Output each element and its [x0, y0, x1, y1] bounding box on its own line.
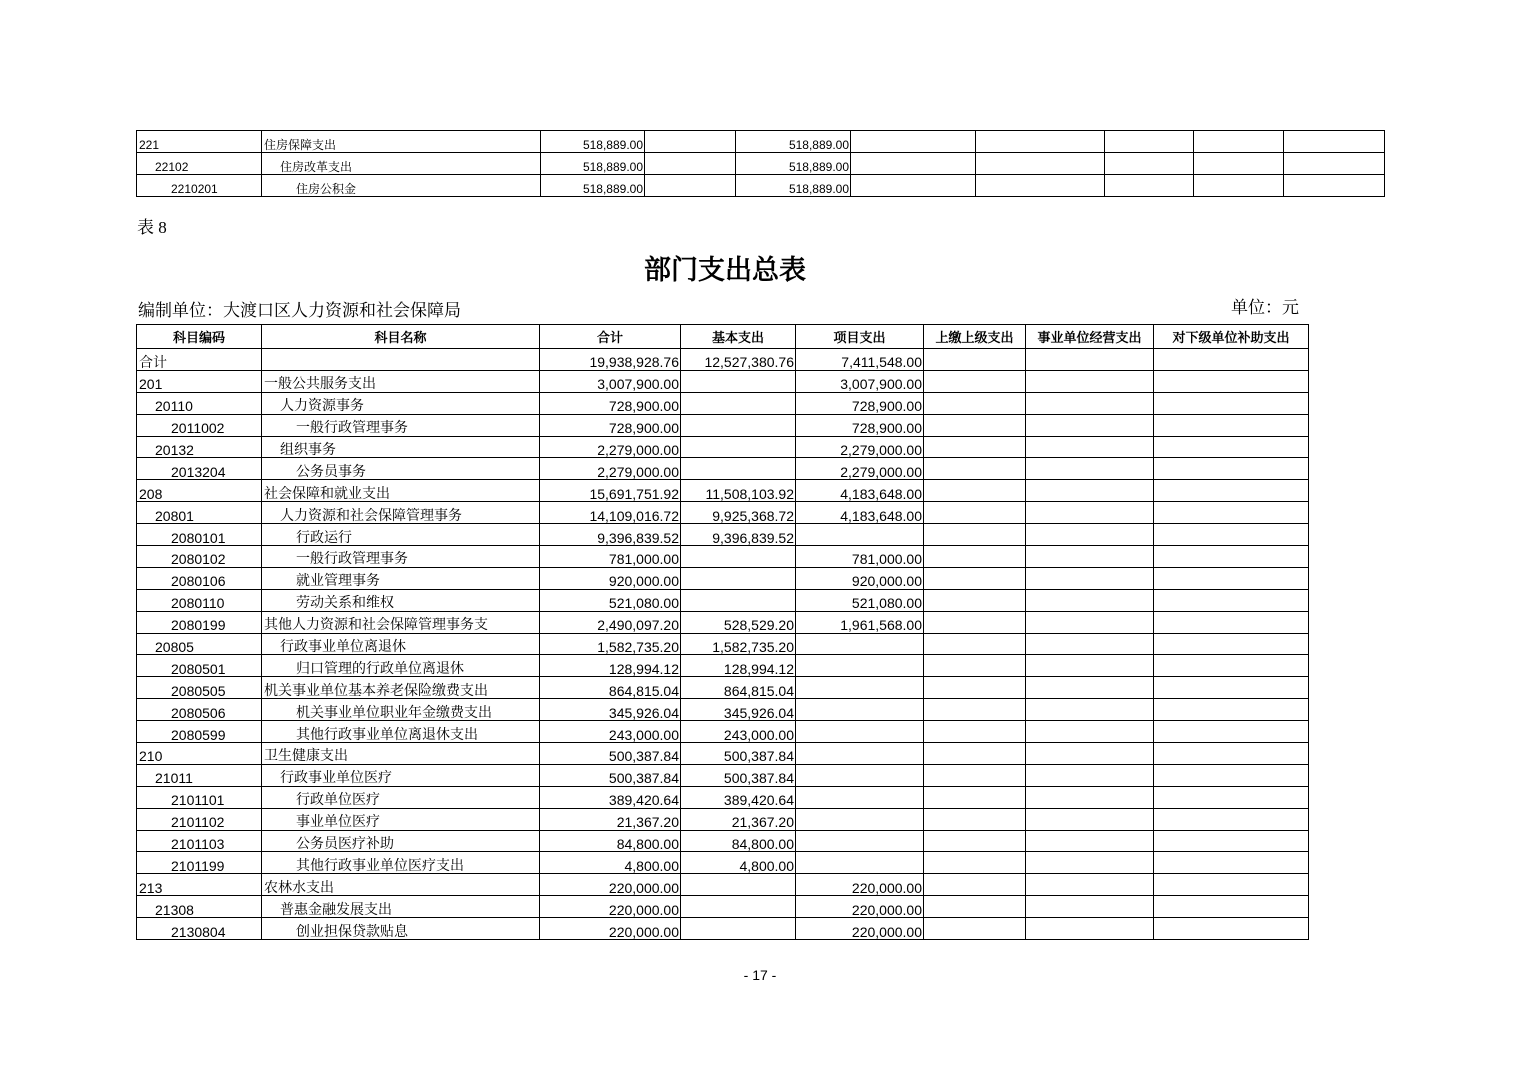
- total-cell: 15,691,751.92: [540, 480, 681, 502]
- subsidy-cell: [1154, 392, 1309, 414]
- table-row: [137, 436, 1309, 458]
- total-cell: 21,367.20: [540, 808, 681, 830]
- total-cell: 728,900.00: [540, 414, 681, 436]
- project-cell: 521,080.00: [796, 589, 924, 611]
- name-cell: 行政运行: [262, 524, 540, 546]
- table-row: [137, 896, 1309, 918]
- basic-cell: 9,925,368.72: [681, 502, 796, 524]
- project-cell: 7,411,548.00: [796, 349, 924, 371]
- project-cell: 920,000.00: [796, 567, 924, 589]
- basic-cell: 389,420.64: [681, 786, 796, 808]
- business-cell: [1026, 874, 1154, 896]
- subsidy-cell: [1154, 414, 1309, 436]
- table-row: [137, 546, 1309, 568]
- table-row: [137, 721, 1309, 743]
- subsidy-cell: [1154, 546, 1309, 568]
- project-cell: 4,183,648.00: [796, 502, 924, 524]
- table-row: [137, 764, 1309, 786]
- total-cell: 2,279,000.00: [540, 458, 681, 480]
- code-cell: 2080501: [137, 655, 262, 677]
- table-row: [137, 699, 1309, 721]
- project-cell: 2,279,000.00: [796, 458, 924, 480]
- total-cell: 521,080.00: [540, 589, 681, 611]
- project-cell: [796, 677, 924, 699]
- business-cell: [1026, 633, 1154, 655]
- empty-cell: [976, 131, 1105, 153]
- subsidy-cell: [1154, 721, 1309, 743]
- basic-cell: [681, 414, 796, 436]
- name-cell: 机关事业单位基本养老保险缴费支出: [262, 677, 540, 699]
- code-cell: 2013204: [137, 458, 262, 480]
- upper-cell: [924, 633, 1026, 655]
- upper-cell: [924, 524, 1026, 546]
- name-cell: 一般公共服务支出: [262, 370, 540, 392]
- business-cell: [1026, 852, 1154, 874]
- basic-cell: 84,800.00: [681, 830, 796, 852]
- project-cell: [796, 764, 924, 786]
- expenditure-summary-table: [136, 324, 1309, 940]
- upper-cell: [924, 502, 1026, 524]
- subsidy-cell: [1154, 458, 1309, 480]
- name-cell: 其他人力资源和社会保障管理事务支: [262, 611, 540, 633]
- code-cell: 213: [137, 874, 262, 896]
- business-cell: [1026, 480, 1154, 502]
- name-cell: 社会保障和就业支出: [262, 480, 540, 502]
- total-cell: 518,889.00: [541, 153, 645, 175]
- project-cell: [796, 655, 924, 677]
- empty-cell: [1284, 175, 1385, 197]
- basic-cell: [681, 546, 796, 568]
- table-row: [137, 414, 1309, 436]
- subsidy-cell: [1154, 699, 1309, 721]
- basic-cell: [681, 567, 796, 589]
- project-cell: 518,889.00: [736, 153, 851, 175]
- name-cell: 人力资源和社会保障管理事务: [262, 502, 540, 524]
- total-cell: 220,000.00: [540, 874, 681, 896]
- table-row: [137, 153, 1385, 175]
- project-cell: 728,900.00: [796, 392, 924, 414]
- continued-table: [136, 130, 1385, 197]
- basic-cell: [681, 436, 796, 458]
- subsidy-cell: [1154, 349, 1309, 371]
- code-cell: 2080505: [137, 677, 262, 699]
- total-cell: 518,889.00: [541, 175, 645, 197]
- upper-cell: [924, 743, 1026, 765]
- name-cell: 住房改革支出: [262, 153, 541, 175]
- subsidy-cell: [1154, 589, 1309, 611]
- empty-cell: [1194, 153, 1284, 175]
- code-cell: 210: [137, 743, 262, 765]
- project-cell: 220,000.00: [796, 918, 924, 940]
- name-cell: 行政单位医疗: [262, 786, 540, 808]
- table-row: [137, 370, 1309, 392]
- basic-cell: [645, 175, 736, 197]
- business-cell: [1026, 918, 1154, 940]
- business-cell: [1026, 830, 1154, 852]
- code-cell: 21308: [137, 896, 262, 918]
- code-cell: 208: [137, 480, 262, 502]
- table-row: [137, 524, 1309, 546]
- table-row: [137, 480, 1309, 502]
- name-cell: 人力资源事务: [262, 392, 540, 414]
- name-cell: 事业单位医疗: [262, 808, 540, 830]
- empty-cell: [1105, 175, 1194, 197]
- business-cell: [1026, 808, 1154, 830]
- name-cell: 行政事业单位离退休: [262, 633, 540, 655]
- code-cell: 2080110: [137, 589, 262, 611]
- total-cell: 19,938,928.76: [540, 349, 681, 371]
- table-row: [137, 349, 1309, 371]
- name-cell: 机关事业单位职业年金缴费支出: [262, 699, 540, 721]
- table-row: [137, 175, 1385, 197]
- upper-cell: [924, 458, 1026, 480]
- project-cell: 220,000.00: [796, 874, 924, 896]
- subsidy-cell: [1154, 655, 1309, 677]
- table-row: [137, 567, 1309, 589]
- total-cell: 518,889.00: [541, 131, 645, 153]
- basic-cell: [681, 874, 796, 896]
- unit-label: 单位：元: [1231, 298, 1299, 317]
- upper-cell: [924, 786, 1026, 808]
- total-cell: 345,926.04: [540, 699, 681, 721]
- project-cell: 781,000.00: [796, 546, 924, 568]
- table-row: [137, 589, 1309, 611]
- project-cell: [796, 633, 924, 655]
- upper-cell: [924, 611, 1026, 633]
- project-cell: 4,183,648.00: [796, 480, 924, 502]
- project-cell: [796, 721, 924, 743]
- upper-cell: [924, 699, 1026, 721]
- table-row: [137, 808, 1309, 830]
- code-cell: 21011: [137, 764, 262, 786]
- upper-cell: [924, 370, 1026, 392]
- basic-cell: 11,508,103.92: [681, 480, 796, 502]
- table-row: [137, 458, 1309, 480]
- table-row: [137, 743, 1309, 765]
- total-cell: 864,815.04: [540, 677, 681, 699]
- business-cell: [1026, 699, 1154, 721]
- name-cell: 其他行政事业单位医疗支出: [262, 852, 540, 874]
- upper-cell: [924, 808, 1026, 830]
- upper-cell: [924, 589, 1026, 611]
- total-cell: 4,800.00: [540, 852, 681, 874]
- code-cell: 2080599: [137, 721, 262, 743]
- code-cell: 2101199: [137, 852, 262, 874]
- upper-cell: [924, 918, 1026, 940]
- business-cell: [1026, 546, 1154, 568]
- subsidy-cell: [1154, 874, 1309, 896]
- basic-cell: [645, 131, 736, 153]
- upper-cell: [924, 546, 1026, 568]
- project-cell: [796, 743, 924, 765]
- project-cell: 728,900.00: [796, 414, 924, 436]
- upper-cell: [924, 830, 1026, 852]
- project-cell: [796, 808, 924, 830]
- subsidy-cell: [1154, 480, 1309, 502]
- business-cell: [1026, 589, 1154, 611]
- code-cell: 2101103: [137, 830, 262, 852]
- upper-cell: [924, 349, 1026, 371]
- empty-cell: [1284, 131, 1385, 153]
- basic-cell: 528,529.20: [681, 611, 796, 633]
- code-cell: 2080106: [137, 567, 262, 589]
- empty-cell: [851, 131, 976, 153]
- code-cell: 2080101: [137, 524, 262, 546]
- table-row: [137, 918, 1309, 940]
- code-cell: 20132: [137, 436, 262, 458]
- table-number-label: 表 8: [137, 218, 167, 237]
- total-cell: 3,007,900.00: [540, 370, 681, 392]
- table-row: [137, 502, 1309, 524]
- header-upper: 上缴上级支出: [924, 325, 1026, 349]
- page-number: - 17 -: [743, 967, 777, 983]
- header-total: 合计: [540, 325, 681, 349]
- subsidy-cell: [1154, 743, 1309, 765]
- subsidy-cell: [1154, 808, 1309, 830]
- project-cell: 3,007,900.00: [796, 370, 924, 392]
- total-cell: 1,582,735.20: [540, 633, 681, 655]
- basic-cell: [681, 392, 796, 414]
- table-row: [137, 677, 1309, 699]
- upper-cell: [924, 414, 1026, 436]
- project-cell: 518,889.00: [736, 131, 851, 153]
- name-cell: 就业管理事务: [262, 567, 540, 589]
- upper-cell: [924, 436, 1026, 458]
- name-cell: 普惠金融发展支出: [262, 896, 540, 918]
- basic-cell: 21,367.20: [681, 808, 796, 830]
- subsidy-cell: [1154, 370, 1309, 392]
- business-cell: [1026, 436, 1154, 458]
- name-cell: 公务员事务: [262, 458, 540, 480]
- project-cell: 1,961,568.00: [796, 611, 924, 633]
- project-cell: [796, 786, 924, 808]
- header-subsidy: 对下级单位补助支出: [1154, 325, 1309, 349]
- code-cell: 2130804: [137, 918, 262, 940]
- basic-cell: 500,387.84: [681, 743, 796, 765]
- business-cell: [1026, 524, 1154, 546]
- business-cell: [1026, 370, 1154, 392]
- table-row: [137, 131, 1385, 153]
- project-cell: [796, 852, 924, 874]
- empty-cell: [1194, 131, 1284, 153]
- code-cell: 2101101: [137, 786, 262, 808]
- total-cell: 9,396,839.52: [540, 524, 681, 546]
- empty-cell: [1284, 153, 1385, 175]
- name-cell: 劳动关系和维权: [262, 589, 540, 611]
- total-cell: 14,109,016.72: [540, 502, 681, 524]
- name-cell: 住房公积金: [262, 175, 541, 197]
- page-title: 部门支出总表: [644, 255, 806, 285]
- project-cell: [796, 524, 924, 546]
- code-cell: 201: [137, 370, 262, 392]
- table-row: [137, 655, 1309, 677]
- business-cell: [1026, 677, 1154, 699]
- table-row: [137, 633, 1309, 655]
- project-cell: 2,279,000.00: [796, 436, 924, 458]
- header-business: 事业单位经营支出: [1026, 325, 1154, 349]
- empty-cell: [976, 153, 1105, 175]
- name-cell: 其他行政事业单位离退休支出: [262, 721, 540, 743]
- subsidy-cell: [1154, 677, 1309, 699]
- basic-cell: 500,387.84: [681, 764, 796, 786]
- business-cell: [1026, 764, 1154, 786]
- upper-cell: [924, 392, 1026, 414]
- upper-cell: [924, 764, 1026, 786]
- code-cell: 2011002: [137, 414, 262, 436]
- empty-cell: [976, 175, 1105, 197]
- upper-cell: [924, 655, 1026, 677]
- total-cell: 220,000.00: [540, 896, 681, 918]
- name-cell: [262, 349, 540, 371]
- code-cell: 2080506: [137, 699, 262, 721]
- upper-cell: [924, 721, 1026, 743]
- basic-cell: 128,994.12: [681, 655, 796, 677]
- code-cell: 20801: [137, 502, 262, 524]
- name-cell: 归口管理的行政单位离退休: [262, 655, 540, 677]
- subsidy-cell: [1154, 502, 1309, 524]
- business-cell: [1026, 567, 1154, 589]
- header-project: 项目支出: [796, 325, 924, 349]
- subsidy-cell: [1154, 567, 1309, 589]
- total-cell: 243,000.00: [540, 721, 681, 743]
- subsidy-cell: [1154, 786, 1309, 808]
- basic-cell: 4,800.00: [681, 852, 796, 874]
- subsidy-cell: [1154, 633, 1309, 655]
- empty-cell: [851, 153, 976, 175]
- basic-cell: 345,926.04: [681, 699, 796, 721]
- basic-cell: 1,582,735.20: [681, 633, 796, 655]
- total-cell: 781,000.00: [540, 546, 681, 568]
- name-cell: 住房保障支出: [262, 131, 541, 153]
- basic-cell: 243,000.00: [681, 721, 796, 743]
- basic-cell: [681, 589, 796, 611]
- table-row: [137, 874, 1309, 896]
- subsidy-cell: [1154, 830, 1309, 852]
- basic-cell: [645, 153, 736, 175]
- business-cell: [1026, 743, 1154, 765]
- code-cell: 2080102: [137, 546, 262, 568]
- basic-cell: 12,527,380.76: [681, 349, 796, 371]
- table-row: [137, 392, 1309, 414]
- business-cell: [1026, 414, 1154, 436]
- business-cell: [1026, 786, 1154, 808]
- total-cell: 389,420.64: [540, 786, 681, 808]
- name-cell: 卫生健康支出: [262, 743, 540, 765]
- basic-cell: [681, 370, 796, 392]
- subsidy-cell: [1154, 764, 1309, 786]
- upper-cell: [924, 677, 1026, 699]
- code-cell: 2101102: [137, 808, 262, 830]
- header-code: 科目编码: [137, 325, 262, 349]
- code-cell: 20110: [137, 392, 262, 414]
- basic-cell: [681, 458, 796, 480]
- header-name: 科目名称: [262, 325, 540, 349]
- code-cell: 22102: [137, 153, 262, 175]
- basic-cell: 9,396,839.52: [681, 524, 796, 546]
- code-cell: 221: [137, 131, 262, 153]
- name-cell: 一般行政管理事务: [262, 414, 540, 436]
- total-cell: 500,387.84: [540, 743, 681, 765]
- name-cell: 组织事务: [262, 436, 540, 458]
- code-cell: 合计: [137, 349, 262, 371]
- subsidy-cell: [1154, 524, 1309, 546]
- empty-cell: [1105, 131, 1194, 153]
- code-cell: 2210201: [137, 175, 262, 197]
- business-cell: [1026, 655, 1154, 677]
- total-cell: 220,000.00: [540, 918, 681, 940]
- table-row: [137, 611, 1309, 633]
- table-row: [137, 830, 1309, 852]
- basic-cell: [681, 896, 796, 918]
- subsidy-cell: [1154, 918, 1309, 940]
- empty-cell: [1105, 153, 1194, 175]
- business-cell: [1026, 349, 1154, 371]
- total-cell: 128,994.12: [540, 655, 681, 677]
- table-row: [137, 852, 1309, 874]
- upper-cell: [924, 852, 1026, 874]
- subsidy-cell: [1154, 611, 1309, 633]
- name-cell: 行政事业单位医疗: [262, 764, 540, 786]
- total-cell: 920,000.00: [540, 567, 681, 589]
- basic-cell: [681, 918, 796, 940]
- upper-cell: [924, 896, 1026, 918]
- empty-cell: [851, 175, 976, 197]
- business-cell: [1026, 502, 1154, 524]
- business-cell: [1026, 721, 1154, 743]
- table-header-row: [137, 325, 1309, 349]
- code-cell: 2080199: [137, 611, 262, 633]
- header-basic: 基本支出: [681, 325, 796, 349]
- subsidy-cell: [1154, 852, 1309, 874]
- project-cell: 220,000.00: [796, 896, 924, 918]
- prepared-unit: 编制单位：大渡口区人力资源和社会保障局: [138, 301, 461, 320]
- total-cell: 84,800.00: [540, 830, 681, 852]
- subsidy-cell: [1154, 436, 1309, 458]
- upper-cell: [924, 480, 1026, 502]
- total-cell: 728,900.00: [540, 392, 681, 414]
- total-cell: 500,387.84: [540, 764, 681, 786]
- name-cell: 创业担保贷款贴息: [262, 918, 540, 940]
- project-cell: [796, 830, 924, 852]
- project-cell: 518,889.00: [736, 175, 851, 197]
- empty-cell: [1194, 175, 1284, 197]
- name-cell: 公务员医疗补助: [262, 830, 540, 852]
- business-cell: [1026, 458, 1154, 480]
- code-cell: 20805: [137, 633, 262, 655]
- basic-cell: 864,815.04: [681, 677, 796, 699]
- name-cell: 一般行政管理事务: [262, 546, 540, 568]
- total-cell: 2,279,000.00: [540, 436, 681, 458]
- business-cell: [1026, 896, 1154, 918]
- project-cell: [796, 699, 924, 721]
- upper-cell: [924, 874, 1026, 896]
- business-cell: [1026, 392, 1154, 414]
- upper-cell: [924, 567, 1026, 589]
- business-cell: [1026, 611, 1154, 633]
- name-cell: 农林水支出: [262, 874, 540, 896]
- subsidy-cell: [1154, 896, 1309, 918]
- table-row: [137, 786, 1309, 808]
- total-cell: 2,490,097.20: [540, 611, 681, 633]
